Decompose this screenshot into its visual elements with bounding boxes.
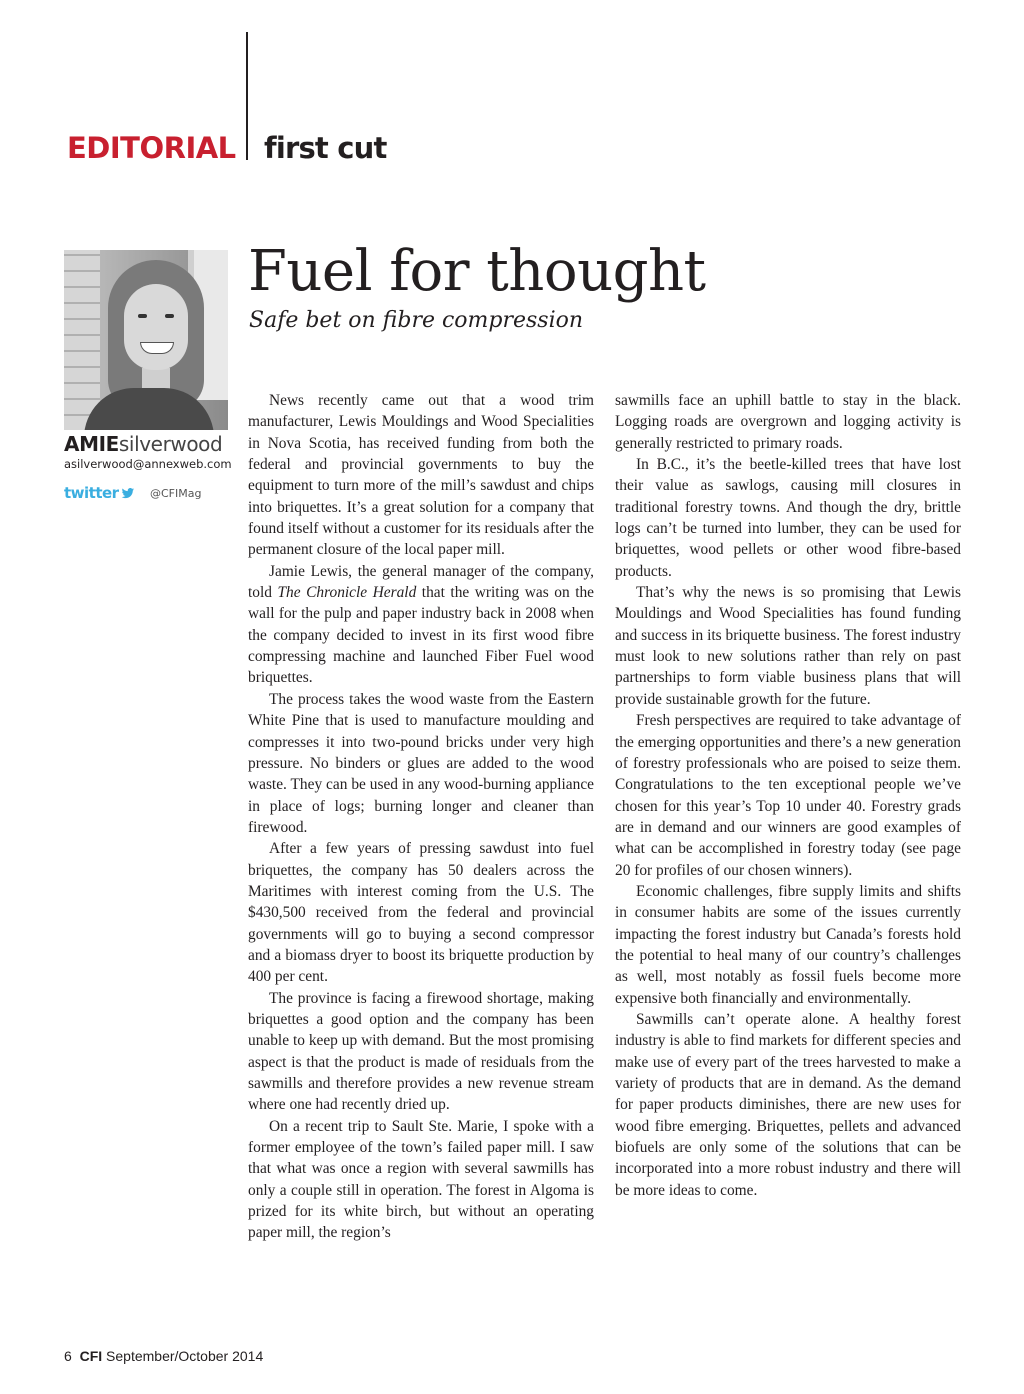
page-footer [64, 1348, 263, 1364]
author-first-name: AMIE [64, 432, 119, 456]
page-number: 6 [64, 1348, 72, 1364]
article-dek: Safe bet on fibre compression [249, 308, 584, 333]
paragraph: In B.C., it’s the beetle-killed trees that have lost their value as sawlogs, causing mill closures in traditional forestry towns. And though the dry, brittle logs can’t be turned into lumber, they can be used for briquettes, wood pellets or other wood fibre-based products. [615, 456, 961, 580]
source-citation: The Chronicle Herald [277, 584, 417, 602]
issue-date: September/October 2014 [106, 1348, 264, 1364]
paragraph: Fresh perspectives are required to take advantage of the emerging opportunities and there’s a new generation of forestry professionals who are poised to seize them. Congratulations to the ten exceptional people we’ve chosen for this year’s Top 10 under 40. Forestry grads are in demand and our winners are good examples of what can be accomplished in forestry today (see page 20 for profiles of our chosen winners). [615, 712, 961, 879]
twitter-logo[interactable] [64, 484, 135, 502]
paragraph: The process takes the wood waste from the Eastern White Pine that is used to manufacture moulding and compresses it into two-pound bricks under very high pressure. No binders or glues are added to the wood waste. They can be used in any wood-burning appliance in place of logs; burning longer and cleaner than firewood. [248, 690, 594, 836]
article-title: Fuel for thought [248, 239, 706, 304]
paragraph: sawmills face an uphill battle to stay in the black. Logging roads are overgrown and logging activity is generally restricted to primary roads. [615, 392, 961, 452]
paragraph: After a few years of pressing sawdust into fuel briquettes, the company has 50 dealers across the Maritimes with interest coming from the U.S. The $430,500 received from the federal and provincial governments will go to buying a second compressor and a biomass dryer to boost its briquette production by 400 per cent. [248, 840, 594, 986]
paragraph: News recently came out that a wood trim manufacturer, Lewis Mouldings and Wood Specialities in Nova Scotia, has received funding from both the federal and provincial governments to buy the equipment to turn more of the mill’s sawdust and chips into briquettes. It’s a great solution for a company that found itself without a customer for its residuals after the permanent closure of the local paper mill. [248, 392, 594, 559]
article-column-1 [248, 390, 594, 1244]
paragraph: On a recent trip to Sault Ste. Marie, I spoke with a former employee of the town’s failed paper mill. I saw that what was once a region with several sawmills has only a couple still in operation. The forest in Algoma is prized for its white birch, but without an operating paper mill, the region’s [248, 1117, 594, 1242]
section-sublabel: first cut [264, 131, 387, 165]
author-last-name: silverwood [118, 432, 223, 456]
magazine-name: CFI [79, 1348, 103, 1364]
paragraph: Sawmills can’t operate alone. A healthy forest industry is able to find markets for different species and make use of every part of the trees harvested to make a variety of products that are in demand. As the demand for paper products diminishes, there are new uses for wood fibre emerging. Briquettes, pellets and advanced biofuels are only some of the solutions that can be incorporated into a more robust industry and there will be more ideas to come. [615, 1010, 961, 1199]
twitter-wordmark: twitter [64, 484, 119, 502]
twitter-bird-icon [121, 488, 135, 499]
section-label: EDITORIAL [67, 131, 236, 165]
paragraph: Jamie Lewis, the general manager of the company, told The Chronicle Herald that the writing was on the wall for the pulp and paper industry back in 2008 when the company decided to invest in its first wood fibre compressing machine and launched Fiber Fuel wood briquettes. [248, 562, 594, 687]
article-column-2 [615, 390, 961, 1201]
paragraph: The province is facing a firewood shortage, making briquettes a good option and the company has been unable to keep up with demand. But the most promising aspect is that the product is made of residuals from the sawmills and therefore provides a new revenue stream where one had recently dried up. [248, 989, 594, 1114]
twitter-handle[interactable]: @CFIMag [150, 487, 202, 500]
author-photo [64, 250, 228, 430]
author-name [64, 432, 222, 456]
header-divider [246, 32, 248, 160]
author-email[interactable]: asilverwood@annexweb.com [64, 457, 232, 471]
paragraph: That’s why the news is so promising that Lewis Mouldings and Wood Specialities has found funding and success in its briquette business. The forest industry must look to new solutions rather than rely on past partnerships to form viable business plans that will provide sustainable growth for the future. [615, 584, 961, 708]
paragraph: Economic challenges, fibre supply limits and shifts in consumer habits are some of the issues currently impacting the forest industry but Canada’s forests hold the potential to heal many of our country’s challenges as well, most notably as fossil fuels become more expensive both financially and environmentally. [615, 882, 961, 1007]
